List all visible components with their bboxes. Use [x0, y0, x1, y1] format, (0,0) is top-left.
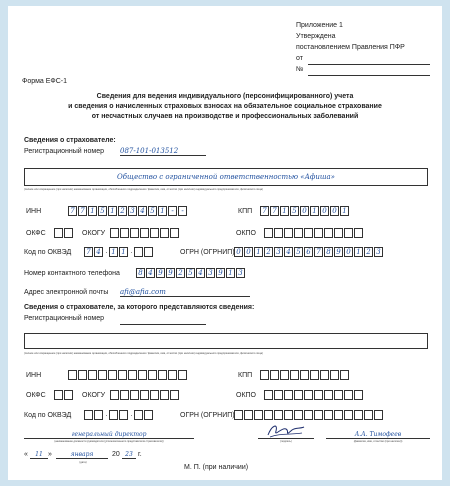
form-cell [119, 410, 128, 420]
form-cell: 5 [186, 268, 195, 278]
insurer-email-value[interactable]: afi@afia.com [120, 288, 250, 297]
successor-reg-line[interactable] [120, 324, 206, 325]
form-cell: 5 [294, 247, 303, 257]
form-cell [274, 228, 283, 238]
form-cell: 9 [156, 268, 165, 278]
successor-name-caption: (полное или сокращенное (при наличии) наименование организации, обособленного подразделения / фамилия, имя, отчество (при наличии) индивидуального предпринимателя, физического лица) [24, 352, 263, 355]
date-quote-open: « [24, 451, 28, 458]
form-cell [320, 370, 329, 380]
form-sheet [8, 6, 442, 480]
okved-separator: . [130, 248, 133, 255]
insurer-ogrn-label: ОГРН (ОГРНИП) [180, 249, 235, 256]
form-cell [134, 410, 143, 420]
date-year[interactable]: 23 [122, 451, 136, 459]
form-cell: 8 [136, 268, 145, 278]
form-cell [78, 370, 87, 380]
appendix-line2: Утверждена [296, 33, 336, 40]
okved-separator: . [130, 411, 133, 418]
form-cell: 9 [334, 247, 343, 257]
inn-cell: 2 [118, 206, 127, 216]
form-cell [98, 370, 107, 380]
form-cell [284, 228, 293, 238]
insurer-kpp-cells[interactable] [260, 206, 350, 216]
form-cell: 1 [254, 247, 263, 257]
form-cell [178, 370, 187, 380]
form-cell [254, 410, 263, 420]
form-cell [344, 390, 353, 400]
successor-okved-cells[interactable] [84, 410, 154, 420]
successor-ogrn-cells[interactable] [234, 410, 384, 420]
form-cell [314, 228, 323, 238]
insurer-okpo-label: ОКПО [236, 230, 256, 237]
inn-cell: 4 [138, 206, 147, 216]
insurer-name-value: Общество с ограниченной ответственностью «Афиша» [117, 173, 335, 181]
okved-separator: . [105, 411, 108, 418]
successor-ogrn-label: ОГРН (ОГРНИП) [180, 412, 235, 419]
form-cell: 7 [314, 247, 323, 257]
form-cell [294, 390, 303, 400]
form-cell: 4 [146, 268, 155, 278]
form-cell [334, 410, 343, 420]
form-cell: 4 [196, 268, 205, 278]
form-cell [354, 228, 363, 238]
form-cell [274, 410, 283, 420]
successor-okfs-cells[interactable] [54, 390, 74, 400]
stamp-label: М. П. (при наличии) [184, 464, 249, 471]
form-cell [168, 370, 177, 380]
form-cell [340, 370, 349, 380]
form-cell [324, 390, 333, 400]
form-cell [140, 390, 149, 400]
insurer-ogrn-cells[interactable] [234, 247, 384, 257]
form-cell: 3 [274, 247, 283, 257]
kpp-cell: 7 [260, 206, 269, 216]
inn-cell: 1 [88, 206, 97, 216]
form-cell: 4 [284, 247, 293, 257]
form-cell [244, 410, 253, 420]
form-cell: 3 [206, 268, 215, 278]
form-cell [284, 410, 293, 420]
kpp-cell: 0 [320, 206, 329, 216]
inn-cell: - [168, 206, 177, 216]
title-line2: и сведения о начисленных страховых взносах на обязательное социальное страхование [68, 103, 382, 110]
form-cell [354, 390, 363, 400]
insurer-email-label: Адрес электронной почты [24, 289, 109, 296]
form-cell [344, 410, 353, 420]
appendix-num-line [308, 75, 430, 76]
successor-okfs-label: ОКФС [26, 392, 46, 399]
successor-kpp-cells[interactable] [260, 370, 350, 380]
successor-okogu-label: ОКОГУ [82, 392, 106, 399]
kpp-cell: 1 [280, 206, 289, 216]
date-quote-close: » [48, 451, 52, 458]
form-cell [334, 390, 343, 400]
insurer-okogu-cells[interactable] [110, 228, 180, 238]
form-cell [304, 390, 313, 400]
form-cell [324, 410, 333, 420]
form-cell [284, 390, 293, 400]
successor-okpo-cells[interactable] [264, 390, 364, 400]
appendix-num-label: № [296, 66, 304, 73]
form-cell [170, 228, 179, 238]
inn-cell: 7 [78, 206, 87, 216]
form-cell: 1 [354, 247, 363, 257]
form-cell [280, 370, 289, 380]
form-cell: 2 [264, 247, 273, 257]
kpp-cell: 1 [310, 206, 319, 216]
insurer-reg-label: Регистрационный номер [24, 148, 104, 155]
form-cell [324, 228, 333, 238]
form-cell [264, 410, 273, 420]
form-cell [84, 410, 93, 420]
okved-cell: 1 [119, 247, 128, 257]
date-caption: (дата) [79, 461, 87, 464]
form-cell [64, 228, 73, 238]
form-cell [310, 370, 319, 380]
form-cell [264, 390, 273, 400]
form-cell [118, 370, 127, 380]
insurer-okogu-label: ОКОГУ [82, 230, 106, 237]
form-cell [148, 370, 157, 380]
successor-okogu-cells[interactable] [110, 390, 180, 400]
form-cell [120, 228, 129, 238]
successor-okved-label: Код по ОКВЭД [24, 412, 72, 419]
form-cell [138, 370, 147, 380]
inn-cell: 1 [158, 206, 167, 216]
form-cell [130, 228, 139, 238]
signature-line[interactable] [258, 438, 314, 439]
insurer-name-box[interactable] [24, 168, 428, 186]
inn-cell: 5 [98, 206, 107, 216]
appendix-from-label: от [296, 55, 303, 62]
successor-reg-label: Регистрационный номер [24, 315, 104, 322]
okved-cell [134, 247, 143, 257]
form-cell: 1 [226, 268, 235, 278]
successor-kpp-label: КПП [238, 372, 253, 379]
form-cell [260, 370, 269, 380]
form-cell [120, 390, 129, 400]
form-cell [364, 410, 373, 420]
inn-cell: 5 [148, 206, 157, 216]
form-cell: 3 [374, 247, 383, 257]
date-day[interactable]: 11 [30, 451, 48, 459]
form-cell [160, 390, 169, 400]
form-cell [304, 410, 313, 420]
form-cell [68, 370, 77, 380]
form-cell: 0 [234, 247, 243, 257]
date-year-prefix: 20 [112, 451, 120, 458]
signer-name-caption: (фамилия, имя, отчество (при наличии)) [353, 440, 403, 443]
form-cell [344, 228, 353, 238]
okved-cell: 7 [84, 247, 93, 257]
form-cell [94, 410, 103, 420]
insurer-inn-label: ИНН [26, 208, 42, 215]
form-cell [334, 228, 343, 238]
successor-inn-label: ИНН [26, 372, 42, 379]
inn-cell: - [178, 206, 187, 216]
form-cell [150, 390, 159, 400]
form-cell [54, 228, 63, 238]
form-cell [354, 410, 363, 420]
form-cell: 2 [176, 268, 185, 278]
form-cell [109, 410, 118, 420]
insurer-phone-label: Номер контактного телефона [24, 270, 120, 277]
form-cell [170, 390, 179, 400]
successor-name-box[interactable] [24, 333, 428, 349]
form-cell [330, 370, 339, 380]
insurer-inn-cells[interactable] [68, 206, 188, 216]
form-cell [374, 410, 383, 420]
form-cell [150, 228, 159, 238]
date-year-suffix: г. [138, 451, 142, 458]
form-cell [108, 370, 117, 380]
kpp-cell: 1 [340, 206, 349, 216]
form-cell [300, 370, 309, 380]
form-cell [64, 390, 73, 400]
okved-cell: 1 [109, 247, 118, 257]
form-cell [294, 228, 303, 238]
form-cell: 6 [304, 247, 313, 257]
appendix-line1: Приложение 1 [296, 22, 343, 29]
okved-separator: . [105, 248, 108, 255]
insurer-name-caption: (полное или сокращенное (при наличии) наименование организации, обособленного подразделения / фамилия, имя, отчество (при наличии) индивидуального предпринимателя, физического лица) [24, 188, 263, 191]
insurer-reg-value[interactable]: 087-101-013512 [120, 147, 206, 156]
form-cell: 2 [364, 247, 373, 257]
form-cell [234, 410, 243, 420]
form-cell: 9 [216, 268, 225, 278]
form-cell [144, 410, 153, 420]
form-cell [290, 370, 299, 380]
appendix-from-line [308, 64, 430, 65]
kpp-cell: 5 [290, 206, 299, 216]
form-cell [110, 390, 119, 400]
form-cell: 0 [344, 247, 353, 257]
form-cell [264, 228, 273, 238]
insurer-okfs-label: ОКФС [26, 230, 46, 237]
signature-caption: (подпись) [280, 440, 292, 443]
signer-position-caption: (наименование должности руководителя (уполномоченного представителя страхователя)) [54, 440, 164, 443]
date-month[interactable]: января [56, 451, 108, 459]
form-cell [140, 228, 149, 238]
form-cell [314, 410, 323, 420]
signer-position-value[interactable]: генеральный директор [24, 431, 194, 439]
form-cell [274, 390, 283, 400]
form-cell: 9 [166, 268, 175, 278]
kpp-cell: 7 [270, 206, 279, 216]
insurer-kpp-label: КПП [238, 208, 253, 215]
kpp-cell: 0 [330, 206, 339, 216]
kpp-cell: 0 [300, 206, 309, 216]
form-cell [128, 370, 137, 380]
insurer-okved-label: Код по ОКВЭД [24, 249, 72, 256]
form-cell [110, 228, 119, 238]
form-cell [158, 370, 167, 380]
inn-cell: 3 [128, 206, 137, 216]
title-line3: от несчастных случаев на производстве и профессиональных заболеваний [91, 113, 359, 120]
successor-heading: Сведения о страхователе, за которого представляются сведения: [24, 304, 255, 311]
insurer-phone-cells[interactable] [136, 268, 246, 278]
okved-cell [144, 247, 153, 257]
form-cell: 0 [244, 247, 253, 257]
inn-cell: 7 [68, 206, 77, 216]
insurer-okved-cells[interactable] [84, 247, 154, 257]
insurer-okpo-cells[interactable] [264, 228, 364, 238]
form-cell [160, 228, 169, 238]
signer-name-value[interactable]: А.А. Тимофеев [326, 431, 430, 439]
insurer-heading: Сведения о страхователе: [24, 137, 116, 144]
form-cell [270, 370, 279, 380]
form-cell [304, 228, 313, 238]
successor-okpo-label: ОКПО [236, 392, 256, 399]
form-cell [294, 410, 303, 420]
inn-cell: 1 [108, 206, 117, 216]
title-line1: Сведения для ведения индивидуального (персонифицированного) учета [96, 93, 354, 100]
successor-inn-cells[interactable] [68, 370, 188, 380]
form-cell [88, 370, 97, 380]
okved-cell: 4 [94, 247, 103, 257]
form-cell [130, 390, 139, 400]
form-cell: 8 [324, 247, 333, 257]
form-cell: 3 [236, 268, 245, 278]
appendix-line3: постановлением Правления ПФР [296, 44, 405, 51]
form-cell [314, 390, 323, 400]
form-name: Форма ЕФС-1 [22, 78, 68, 85]
insurer-okfs-cells[interactable] [54, 228, 74, 238]
form-cell [54, 390, 63, 400]
